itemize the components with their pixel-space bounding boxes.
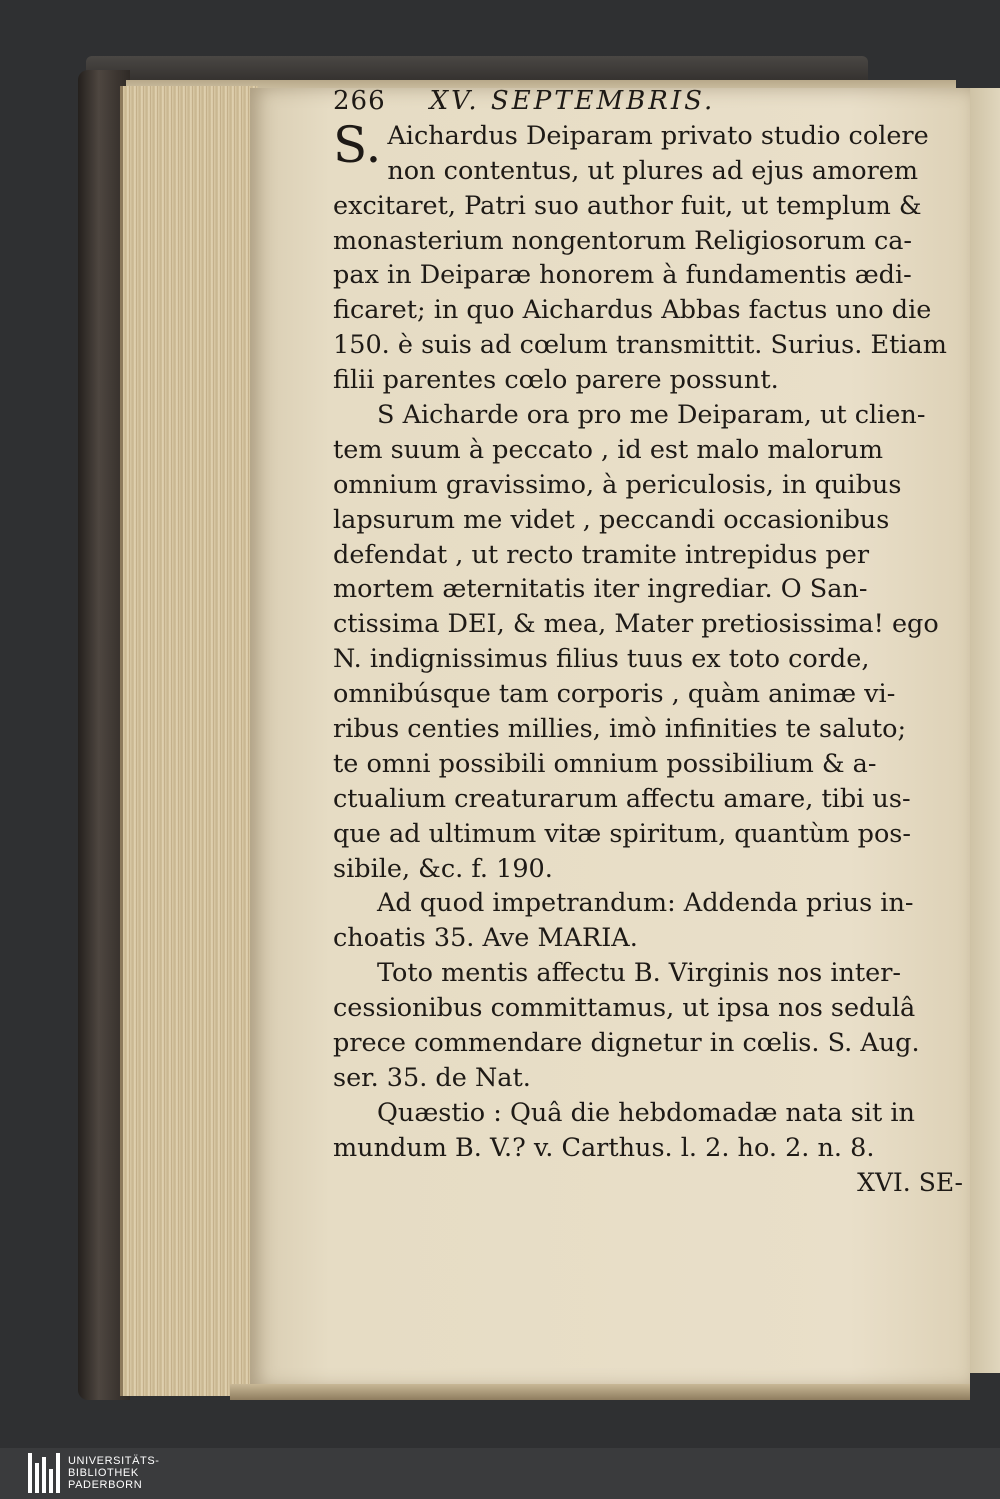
text-line: sibile, &c. f. 190. [333, 853, 553, 884]
text-line: defendat , ut recto tramite intrepidus per [333, 539, 870, 570]
text-line: monasterium nongentorum Religiosorum ca- [333, 225, 913, 256]
text-line: ribus centies millies, imò infinities te saluto; [333, 714, 907, 745]
running-head-title: XV. SEPTEMBRIS. [429, 86, 716, 116]
text-line: ficaret; in quo Aichardus Abbas factus uno die [333, 295, 932, 326]
text-line: non contentus, ut plures ad ejus amorem [387, 155, 919, 186]
logo-line: PADERBORN [68, 1479, 143, 1491]
text-line: pax in Deiparæ honorem à fundamentis ædi- [333, 260, 912, 291]
text-line: excitaret, Patri suo author fuit, ut templum & [333, 190, 922, 221]
text-line: omnium gravissimo, à periculosis, in quibus [333, 469, 902, 500]
text-line: choatis 35. Ave MARIA. [333, 923, 638, 954]
text-line: prece commendare dignetur in cœlis. S. Aug. [333, 1028, 920, 1059]
library-logo [28, 1452, 160, 1494]
text-line: te omni possibili omnium possibilium & a- [333, 748, 877, 779]
text-line: lapsurum me videt , peccandi occasionibus [333, 504, 890, 535]
running-header [333, 84, 963, 119]
text-line: que ad ultimum vitæ spiritum, quantùm pos- [333, 818, 912, 849]
page-block-bottom [230, 1384, 970, 1400]
text-line: S Aicharde ora pro me Deiparam, ut clien- [377, 400, 926, 431]
drop-cap: S. [333, 115, 382, 174]
text-line: ctualium creaturarum affectu amare, tibi us- [333, 783, 911, 814]
text-line: Ad quod impetrandum: Addenda prius in- [377, 888, 914, 919]
logo-text [68, 1455, 160, 1491]
logo-line: UNIVERSITÄTS- [68, 1455, 160, 1467]
text-line: Quæstio : Quâ die hebdomadæ nata sit in [377, 1097, 915, 1128]
text-line: ctissima DEI, & mea, Mater pretiosissima! ego [333, 609, 939, 640]
text-line: tem suum à peccato , id est malo malorum [333, 434, 884, 465]
text-line: mortem æternitatis iter ingrediar. O San- [333, 574, 868, 605]
text-line: Aichardus Deiparam privato studio colere [387, 120, 929, 151]
logo-line: BIBLIOTHEK [68, 1467, 139, 1479]
text-line: N. indignissimus filius tuus ex toto corde, [333, 644, 870, 675]
text-line: 150. è suis ad cœlum transmittit. Surius. Etiam [333, 330, 947, 361]
text-line: cessionibus committamus, ut ipsa nos sedulâ [333, 993, 916, 1024]
catchword: XVI. SE- [857, 1167, 963, 1197]
text-line: filii parentes cœlo parere possunt. [333, 365, 779, 396]
page-block-edges [120, 86, 258, 1396]
text-line: ser. 35. de Nat. [333, 1062, 531, 1093]
text-line: mundum B. V.? v. Carthus. l. 2. ho. 2. n. 8. [333, 1132, 875, 1163]
text-line: omnibúsque tam corporis , quàm animæ vi- [333, 679, 896, 710]
text-line: Toto mentis affectu B. Virginis nos inter- [377, 958, 902, 989]
logo-bars-icon [28, 1453, 60, 1493]
page-text [333, 84, 963, 1201]
page-number: 266 [333, 86, 386, 116]
